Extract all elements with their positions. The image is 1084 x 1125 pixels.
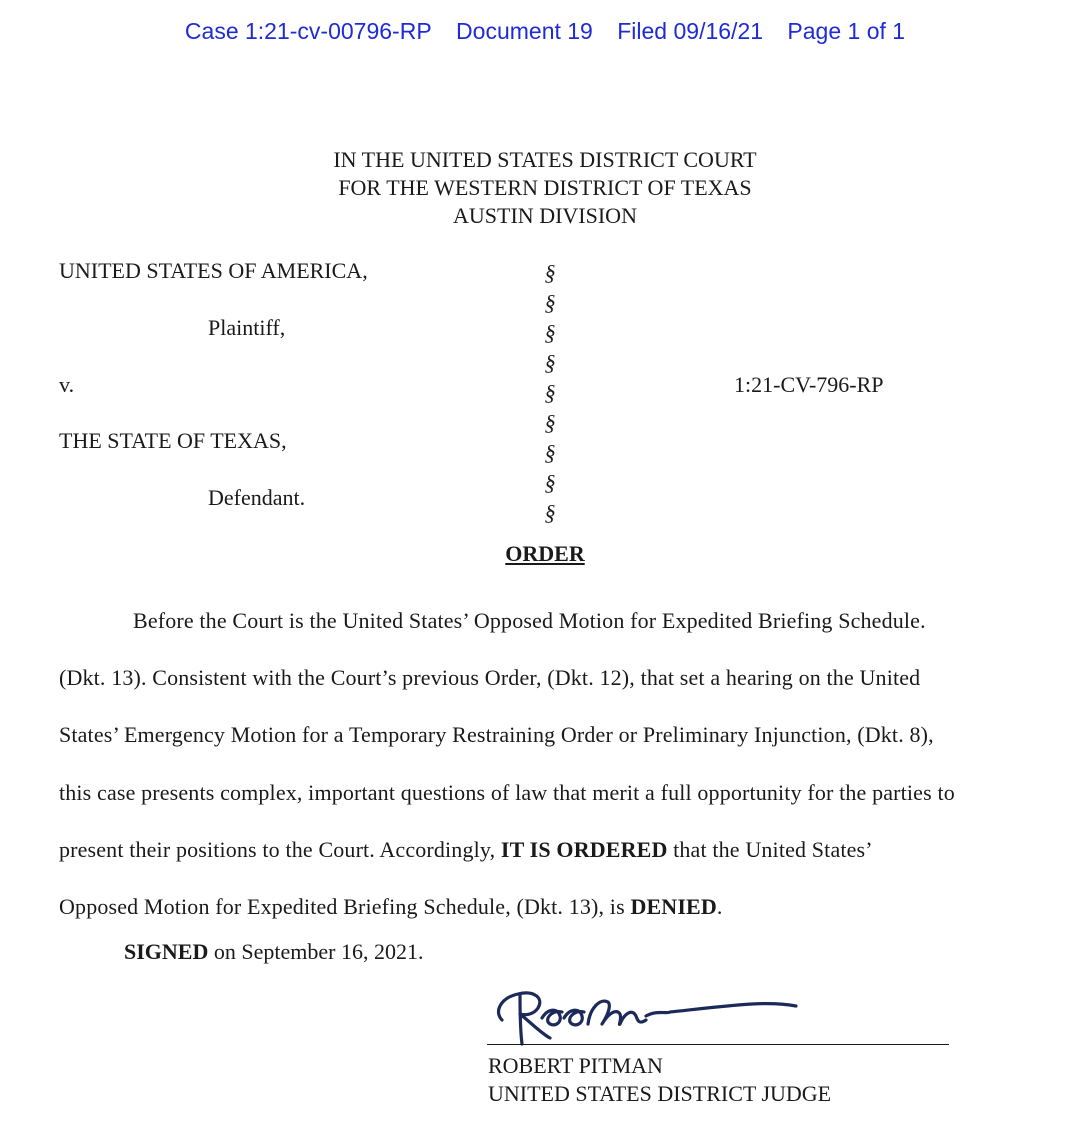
order-line-5-tail: that the United States’ bbox=[667, 836, 873, 862]
signed-label: SIGNED bbox=[124, 939, 209, 964]
order-line-6-text: Opposed Motion for Expedited Briefing Schedule, (Dkt. 13), is bbox=[59, 893, 631, 919]
document-number-stamp: Document 19 bbox=[456, 18, 593, 44]
it-is-ordered-text: IT IS ORDERED bbox=[500, 836, 668, 862]
filed-date-stamp: Filed 09/16/21 bbox=[617, 18, 764, 44]
case-number: 1:21-CV-796-RP bbox=[734, 372, 884, 397]
order-title: ORDER bbox=[505, 541, 585, 566]
section-mark: § bbox=[544, 290, 556, 315]
order-line-2: (Dkt. 13). Consistent with the Court’s previous Order, (Dkt. 12), that set a hearing on the United bbox=[59, 665, 921, 691]
court-filing-header bbox=[0, 18, 1084, 45]
signed-date: on September 16, 2021. bbox=[208, 939, 424, 964]
section-mark: § bbox=[544, 500, 556, 525]
section-mark-column bbox=[540, 258, 560, 528]
court-heading bbox=[0, 146, 1084, 230]
judge-block bbox=[488, 1052, 831, 1108]
denied-text: DENIED bbox=[630, 893, 717, 919]
section-mark: § bbox=[544, 380, 556, 405]
signature-line bbox=[487, 1044, 949, 1045]
judge-name: ROBERT PITMAN bbox=[488, 1053, 663, 1078]
page-count-stamp: Page 1 of 1 bbox=[787, 18, 906, 44]
section-mark: § bbox=[544, 410, 556, 435]
court-division: AUSTIN DIVISION bbox=[453, 203, 637, 228]
court-district: FOR THE WESTERN DISTRICT OF TEXAS bbox=[338, 175, 752, 200]
section-mark: § bbox=[544, 470, 556, 495]
order-line-4: this case presents complex, important questions of law that merit a full opportunity for the parties to bbox=[59, 779, 955, 805]
order-line-1: Before the Court is the United States’ Opposed Motion for Expedited Briefing Schedule. bbox=[133, 608, 926, 633]
section-mark: § bbox=[544, 440, 556, 465]
case-number-stamp: Case 1:21-cv-00796-RP bbox=[184, 18, 432, 44]
judge-signature bbox=[490, 978, 820, 1048]
section-mark: § bbox=[544, 350, 556, 375]
plaintiff-name: UNITED STATES OF AMERICA, bbox=[59, 258, 368, 283]
order-line-6-tail: . bbox=[716, 893, 723, 919]
order-line-3: States’ Emergency Motion for a Temporary Restraining Order or Preliminary Injunction, (Dkt. 8), bbox=[59, 722, 934, 748]
versus-label: v. bbox=[59, 372, 75, 397]
order-line-5 bbox=[59, 821, 1059, 878]
order-line-5-text: present their positions to the Court. Accordingly, bbox=[59, 836, 501, 862]
order-body bbox=[59, 592, 1059, 935]
signed-date-line bbox=[124, 939, 423, 965]
court-name: IN THE UNITED STATES DISTRICT COURT bbox=[333, 147, 757, 172]
plaintiff-role: Plaintiff, bbox=[208, 315, 286, 340]
section-mark: § bbox=[544, 320, 556, 345]
order-line-6 bbox=[59, 878, 1059, 935]
section-mark: § bbox=[544, 260, 556, 285]
defendant-name: THE STATE OF TEXAS, bbox=[59, 428, 287, 453]
defendant-role: Defendant. bbox=[208, 485, 306, 510]
judge-title: UNITED STATES DISTRICT JUDGE bbox=[488, 1081, 832, 1106]
